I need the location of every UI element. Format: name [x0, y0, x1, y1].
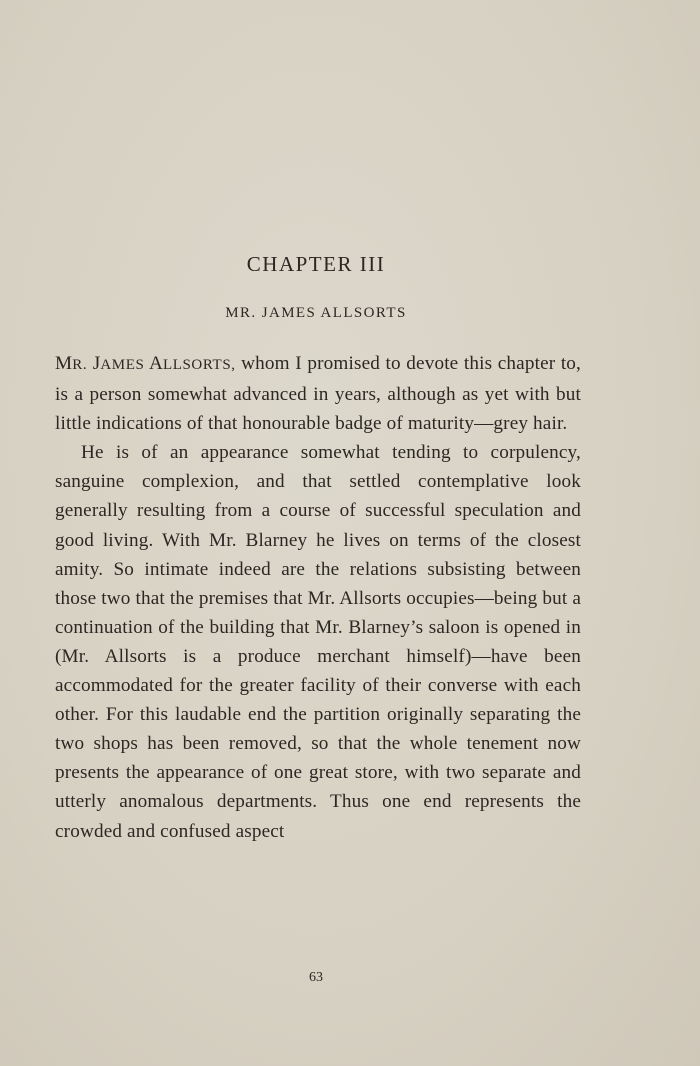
lead-word-1-rest: R. [72, 357, 88, 373]
lead-word-3-cap: A [148, 353, 163, 374]
lead-word-2-cap: J [92, 353, 101, 374]
paragraph-2: He is of an appearance somewhat tending to corpulency, sanguine complexion, and that settled contemplative look generally resulting from a course of successful speculation and good living. With Mr. Blarney he lives on terms of the closest amity. So intimate indeed are the relations subsisting between those two that the premises that Mr. Allsorts occupies—being but a continuation of the building that Mr. Blarney’s saloon is opened in (Mr. Allsorts is a produce merchant himself)—have been accommodated for the greater facility of their converse with each other. For this laudable end the partition originally separating the two shops has been removed, so that the whole tenement now presents the appearance of one great store, with two separate and utterly anomalous departments. Thus one end represents the crowded and confused aspect [55, 442, 581, 842]
lead-small-caps [55, 353, 236, 374]
chapter-subtitle: MR. JAMES ALLSORTS [225, 305, 407, 321]
lead-word-1-cap: M [55, 353, 73, 374]
chapter-body [55, 349, 581, 846]
lead-word-3-rest: LLSORTS, [162, 357, 236, 373]
paragraph-1 [55, 349, 581, 438]
page-number: 63 [309, 970, 323, 985]
lead-word-2-rest: AMES [100, 357, 145, 373]
chapter-title: CHAPTER III [246, 252, 386, 276]
paragraph-1-text: whom I promised to devote this chapter to, is a person somewhat advanced in years, although as yet with but little indications of that honourable badge of maturity—grey hair. [55, 353, 581, 435]
